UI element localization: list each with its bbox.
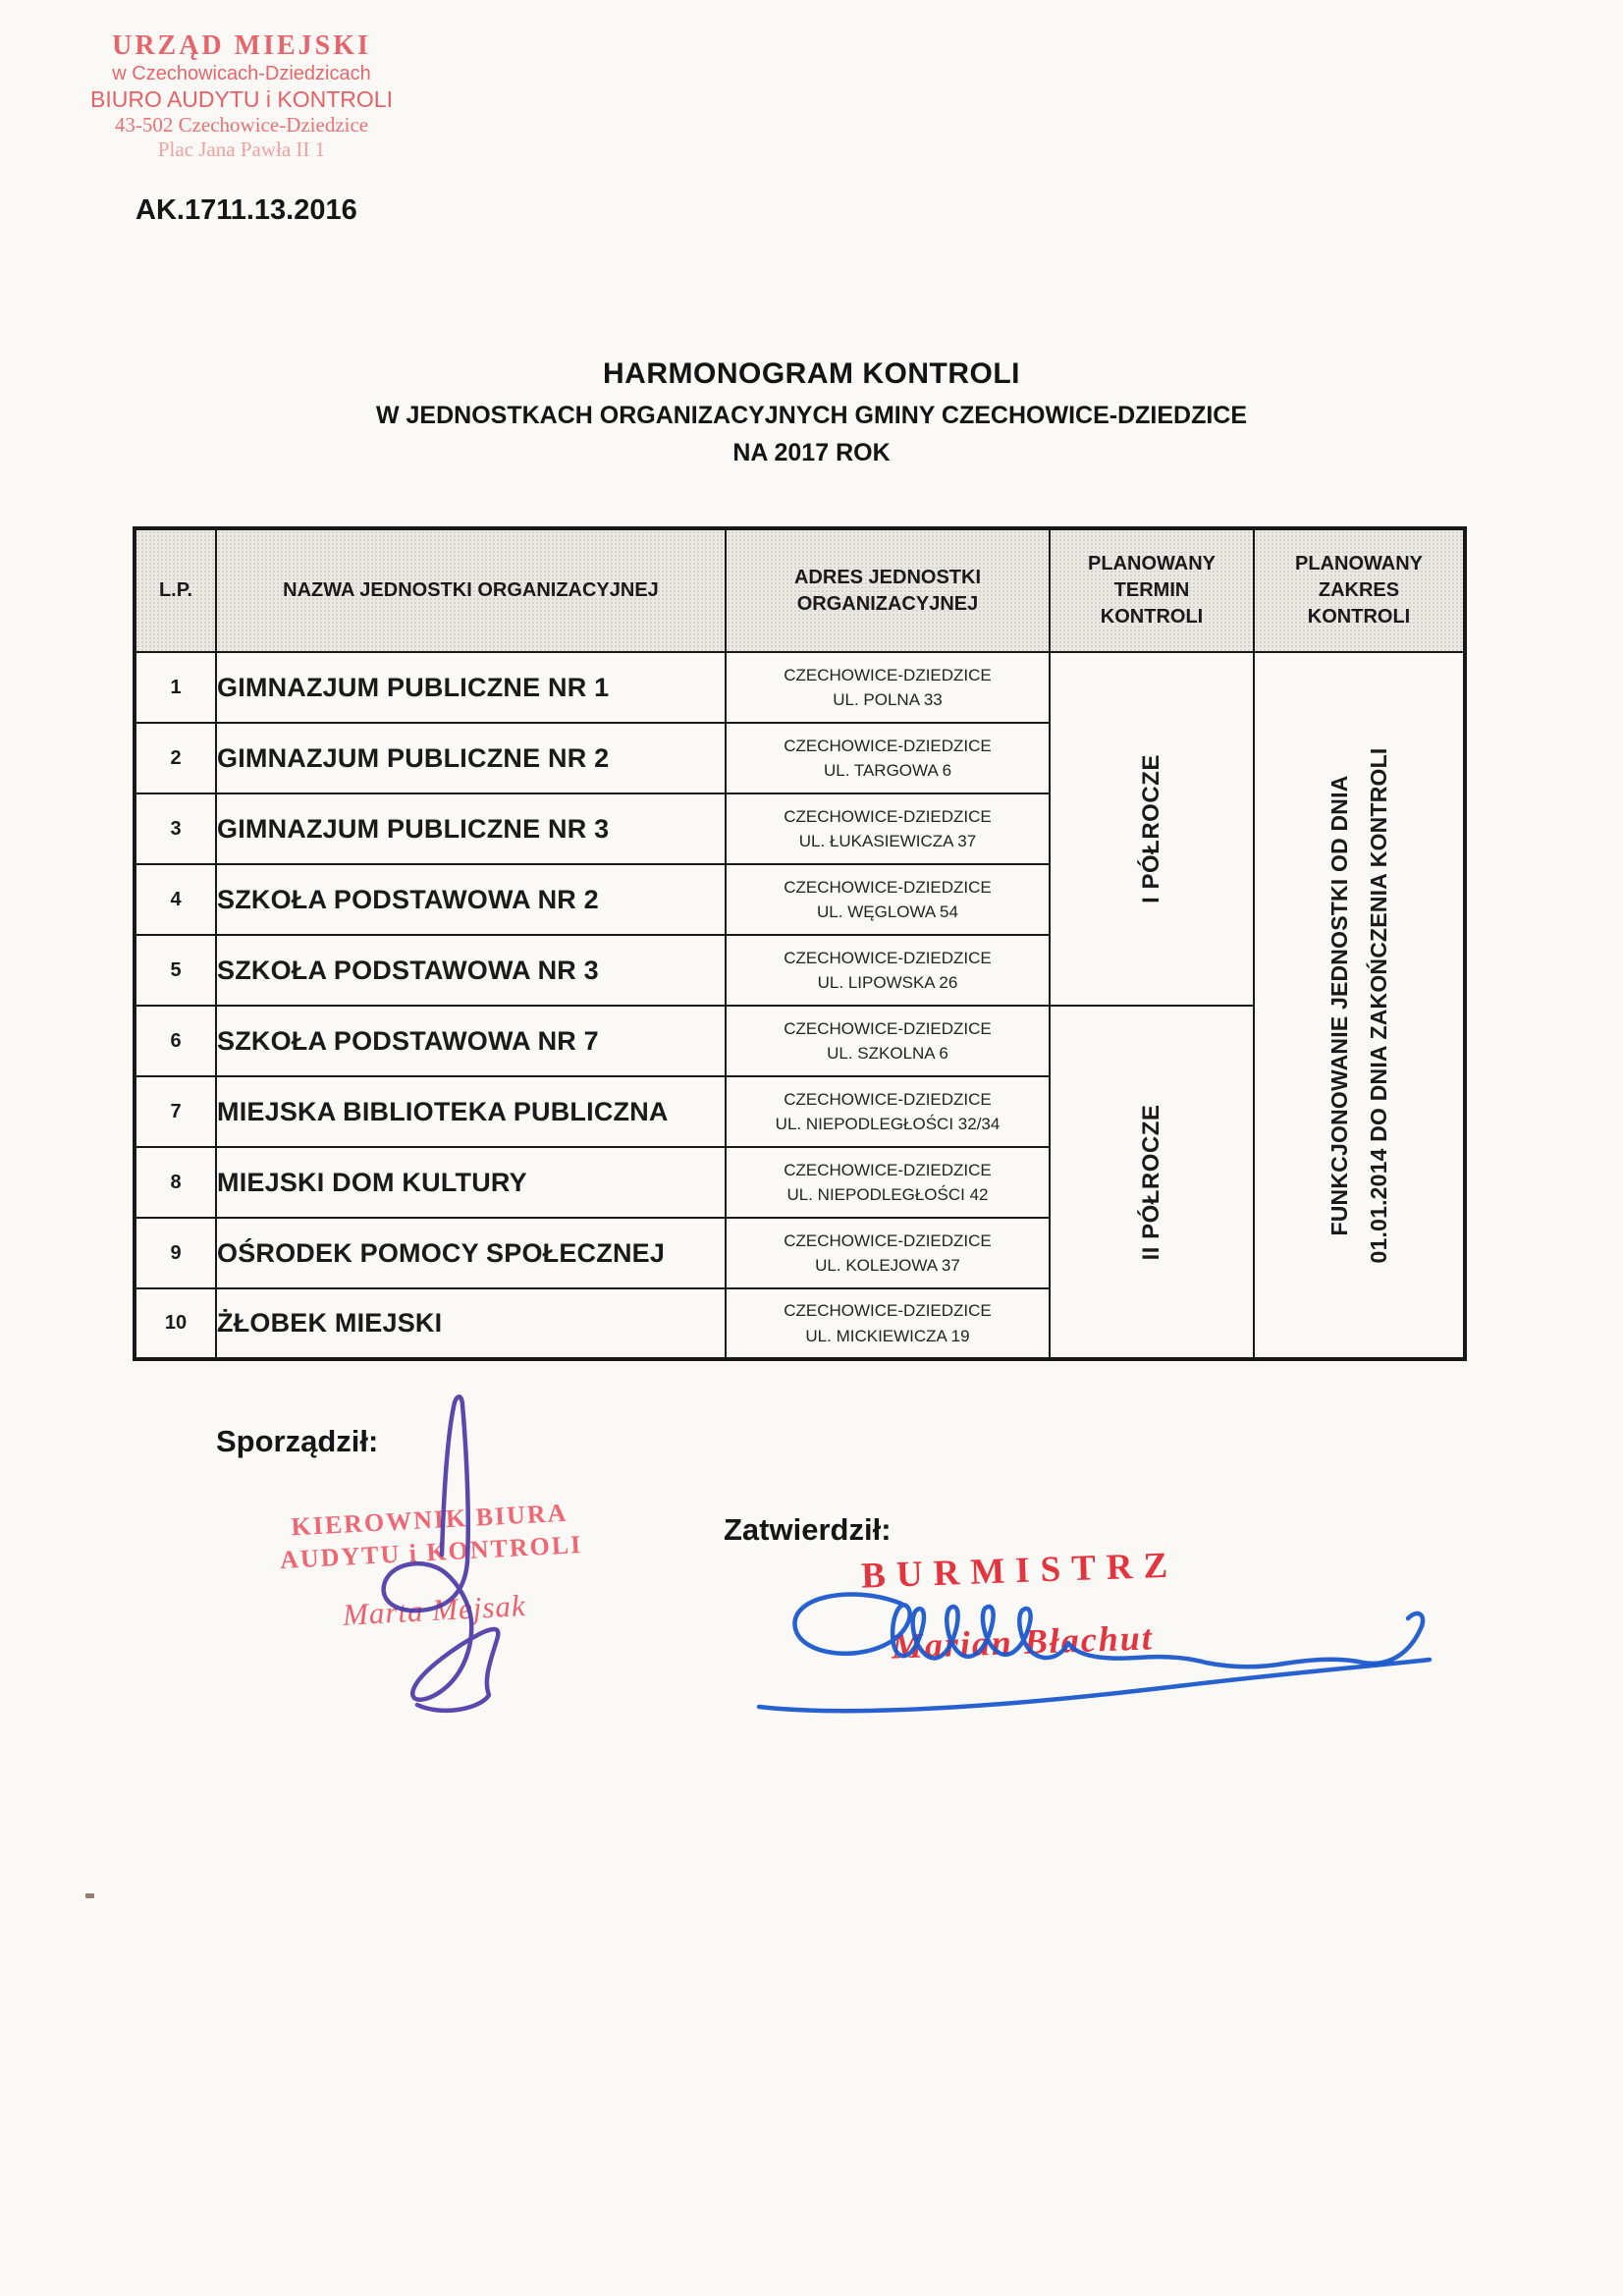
lp-cell: 8 <box>135 1147 216 1218</box>
address-city: CZECHOWICE-DZIEDZICE <box>784 1230 992 1250</box>
term-second-half-cell <box>1050 1006 1254 1359</box>
unit-address-cell <box>726 1218 1050 1288</box>
address-street: UL. TARGOWA 6 <box>823 761 952 780</box>
lp-cell: 4 <box>135 864 216 935</box>
lp-cell: 5 <box>135 935 216 1006</box>
header-unit-name: NAZWA JEDNOSTKI ORGANIZACYJNEJ <box>216 528 726 652</box>
unit-address-cell <box>726 1006 1050 1076</box>
address-city: CZECHOWICE-DZIEDZICE <box>784 948 992 967</box>
unit-address-cell <box>726 652 1050 723</box>
unit-name-cell: ŻŁOBEK MIEJSKI <box>216 1288 726 1359</box>
audit-head-stamp-line2: AUDYTU i KONTROLI <box>279 1529 583 1574</box>
header-term-line3: KONTROLI <box>1100 606 1204 628</box>
address-city: CZECHOWICE-DZIEDZICE <box>784 1089 992 1109</box>
header-unit-address-line1: ADRES JEDNOSTKI <box>793 566 982 588</box>
case-number: AK.1711.13.2016 <box>135 194 357 226</box>
unit-name-cell: GIMNAZJUM PUBLICZNE NR 3 <box>216 793 726 864</box>
unit-name-cell: GIMNAZJUM PUBLICZNE NR 2 <box>216 723 726 793</box>
unit-address-cell <box>726 723 1050 793</box>
header-term-line2: TERMIN <box>1113 579 1190 601</box>
lp-cell: 6 <box>135 1006 216 1076</box>
term-second-half-label: II PÓŁROCZE <box>1138 1104 1164 1260</box>
scope-label-line1: FUNKCJONOWANIE JEDNOSTKI OD DNIA <box>1325 775 1352 1235</box>
scope-label <box>1320 747 1399 1263</box>
mayor-stamp-title: BURMISTRZ <box>860 1545 1179 1597</box>
mayor-stamp-name: Marian Błachut <box>891 1617 1155 1667</box>
address-street: UL. ŁUKASIEWICZA 37 <box>798 832 977 850</box>
address-street: UL. NIEPODLEGŁOŚCI 42 <box>786 1185 989 1204</box>
unit-address-cell <box>726 793 1050 864</box>
address-street: UL. POLNA 33 <box>833 690 943 709</box>
lp-cell: 2 <box>135 723 216 793</box>
header-planned-term <box>1050 528 1254 652</box>
unit-name-cell: SZKOŁA PODSTAWOWA NR 3 <box>216 935 726 1006</box>
address-city: CZECHOWICE-DZIEDZICE <box>784 1018 992 1038</box>
title-line-3: NA 2017 ROK <box>732 439 891 466</box>
unit-address-cell <box>726 1147 1050 1218</box>
audit-head-stamp-name: Marta Mejsak <box>342 1588 527 1632</box>
table-row <box>135 652 1465 723</box>
lp-cell: 1 <box>135 652 216 723</box>
address-street: UL. WĘGLOWA 54 <box>817 902 958 921</box>
unit-name-cell: GIMNAZJUM PUBLICZNE NR 1 <box>216 652 726 723</box>
address-city: CZECHOWICE-DZIEDZICE <box>784 1301 992 1320</box>
header-term-line1: PLANOWANY <box>1088 553 1216 574</box>
unit-address-cell <box>726 1288 1050 1359</box>
lp-cell: 10 <box>135 1288 216 1359</box>
office-stamp-bureau: BIURO AUDYTU i KONTROLI <box>90 85 393 112</box>
address-street: UL. NIEPODLEGŁOŚCI 32/34 <box>775 1115 1001 1133</box>
header-scope-line2: ZAKRES <box>1318 579 1400 601</box>
unit-address-cell <box>726 864 1050 935</box>
header-unit-address-line2: ORGANIZACYJNEJ <box>796 592 979 615</box>
office-stamp-postcode: 43-502 Czechowice-Dziedzice <box>114 112 369 137</box>
office-stamp-street: Plac Jana Pawła II 1 <box>157 137 326 161</box>
table-header-row <box>135 528 1465 652</box>
header-scope-line1: PLANOWANY <box>1295 553 1423 574</box>
document-title <box>0 357 1623 467</box>
unit-name-cell: SZKOŁA PODSTAWOWA NR 2 <box>216 864 726 935</box>
audit-head-stamp-line1: KIEROWNIK BIURA <box>290 1498 569 1542</box>
title-line-2: W JEDNOSTKACH ORGANIZACYJNYCH GMINY CZECHOWICE-DZIEDZICE <box>375 402 1248 429</box>
control-schedule-table <box>133 526 1467 1361</box>
term-first-half-cell <box>1050 652 1254 1006</box>
address-street: UL. SZKOLNA 6 <box>827 1044 948 1063</box>
unit-name-cell: MIEJSKI DOM KULTURY <box>216 1147 726 1218</box>
lp-cell: 3 <box>135 793 216 864</box>
address-city: CZECHOWICE-DZIEDZICE <box>784 736 992 755</box>
audit-head-stamp <box>277 1497 587 1638</box>
unit-name-cell: OŚRODEK POMOCY SPOŁECZNEJ <box>216 1218 726 1288</box>
term-first-half-label: I PÓŁROCZE <box>1138 754 1164 903</box>
title-line-1: HARMONOGRAM KONTROLI <box>603 357 1020 390</box>
office-stamp-city: w Czechowicach-Dziedzicach <box>112 63 371 85</box>
lp-cell: 9 <box>135 1218 216 1288</box>
scan-artifact <box>85 1893 94 1898</box>
address-city: CZECHOWICE-DZIEDZICE <box>784 806 992 826</box>
address-street: UL. LIPOWSKA 26 <box>817 973 958 992</box>
approved-by-label: Zatwierdził: <box>724 1512 892 1547</box>
unit-address-cell <box>726 935 1050 1006</box>
unit-name-cell: SZKOŁA PODSTAWOWA NR 7 <box>216 1006 726 1076</box>
address-city: CZECHOWICE-DZIEDZICE <box>784 877 992 897</box>
unit-address-cell <box>726 1076 1050 1147</box>
scope-cell <box>1254 652 1465 1359</box>
scope-label-line2: 01.01.2014 DO DNIA ZAKOŃCZENIA KONTROLI <box>1366 747 1391 1263</box>
address-city: CZECHOWICE-DZIEDZICE <box>784 1160 992 1179</box>
header-unit-address <box>726 528 1050 652</box>
prepared-by-label: Sporządził: <box>216 1424 379 1458</box>
address-street: UL. MICKIEWICZA 19 <box>805 1326 970 1345</box>
header-planned-scope <box>1254 528 1465 652</box>
address-city: CZECHOWICE-DZIEDZICE <box>784 665 992 684</box>
lp-cell: 7 <box>135 1076 216 1147</box>
office-ink-stamp <box>65 29 418 161</box>
unit-name-cell: MIEJSKA BIBLIOTEKA PUBLICZNA <box>216 1076 726 1147</box>
office-stamp-title: URZĄD MIEJSKI <box>112 30 371 61</box>
mayor-stamp <box>823 1543 1219 1669</box>
header-scope-line3: KONTROLI <box>1307 606 1411 628</box>
address-street: UL. KOLEJOWA 37 <box>815 1256 960 1275</box>
header-lp: L.P. <box>135 528 216 652</box>
